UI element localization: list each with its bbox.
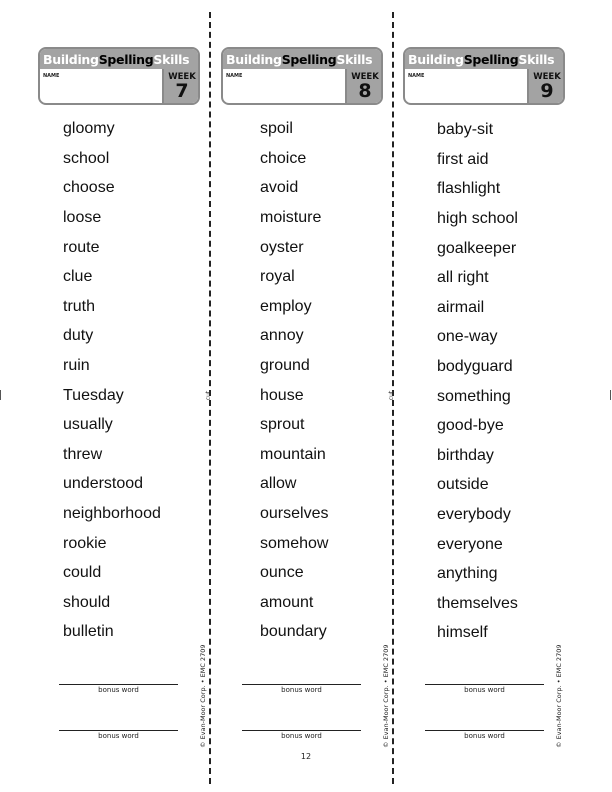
spelling-word: mountain: [260, 446, 326, 463]
bonus-word-line[interactable]: [59, 730, 178, 731]
spelling-word: allow: [260, 475, 297, 492]
week-label: WEEK: [351, 72, 379, 82]
spelling-word: flashlight: [437, 180, 501, 197]
spelling-word: Tuesday: [63, 387, 124, 404]
spelling-word: ounce: [260, 564, 304, 581]
copyright-text: © Evan-Moor Corp. • EMC 2709: [199, 644, 207, 748]
bonus-word-label: bonus word: [464, 686, 505, 694]
spelling-word: himself: [437, 624, 488, 641]
cut-label-left: cut: [205, 390, 213, 401]
spelling-word: amount: [260, 594, 314, 611]
spelling-word: anything: [437, 565, 498, 582]
spelling-word: rookie: [63, 535, 107, 552]
spelling-word: moisture: [260, 209, 322, 226]
spelling-word: first aid: [437, 151, 489, 168]
left-edge-mark: [0, 390, 1, 400]
spelling-word: goalkeeper: [437, 240, 517, 257]
spelling-word: royal: [260, 268, 295, 285]
bonus-word-line[interactable]: [425, 730, 544, 731]
bonus-word-line[interactable]: [59, 684, 178, 685]
week-box: [162, 69, 200, 105]
spelling-word: somehow: [260, 535, 329, 552]
brand-spelling: Spelling: [281, 51, 337, 67]
brand-spelling: Spelling: [98, 51, 154, 67]
bonus-word-label: bonus word: [98, 732, 139, 740]
week-label: WEEK: [168, 72, 196, 82]
cut-label-right: cut: [388, 390, 396, 401]
brand-building: Building: [226, 51, 282, 67]
spelling-word: usually: [63, 416, 113, 433]
spelling-word: spoil: [260, 120, 293, 137]
brand-spelling: Spelling: [463, 51, 519, 67]
brand-building: Building: [43, 51, 99, 67]
spelling-card-week-7: [38, 47, 200, 105]
brand-title: [223, 49, 381, 69]
brand-skills: Skills: [153, 51, 190, 67]
spelling-word: bodyguard: [437, 358, 513, 375]
week-label: WEEK: [533, 72, 561, 82]
spelling-word: route: [63, 239, 100, 256]
bonus-word-label: bonus word: [281, 686, 322, 694]
spelling-word: should: [63, 594, 111, 611]
spelling-word: school: [63, 150, 110, 167]
spelling-word: everybody: [437, 506, 511, 523]
spelling-word: oyster: [260, 239, 304, 256]
spelling-card-week-8: [221, 47, 383, 105]
spelling-word: choose: [63, 179, 115, 196]
spelling-word: employ: [260, 298, 312, 315]
spelling-word: good-bye: [437, 417, 504, 434]
spelling-word: truth: [63, 298, 96, 315]
spelling-word: bulletin: [63, 623, 114, 640]
name-label: NAME: [226, 73, 243, 79]
card-header: [221, 47, 383, 105]
brand-skills: Skills: [336, 51, 373, 67]
spelling-word: birthday: [437, 447, 494, 464]
spelling-word: avoid: [260, 179, 299, 196]
brand-title: [405, 49, 563, 69]
spelling-word: annoy: [260, 327, 304, 344]
spelling-word: something: [437, 388, 511, 405]
spelling-word: understood: [63, 475, 144, 492]
spelling-word: ground: [260, 357, 310, 374]
spelling-word: all right: [437, 269, 489, 286]
brand-building: Building: [408, 51, 464, 67]
copyright-text: © Evan-Moor Corp. • EMC 2709: [555, 644, 563, 748]
spelling-word: neighborhood: [63, 505, 161, 522]
bonus-word-label: bonus word: [98, 686, 139, 694]
card-header: [38, 47, 200, 105]
week-box: [527, 69, 565, 105]
right-edge-mark: [610, 390, 611, 400]
bonus-word-line[interactable]: [242, 684, 361, 685]
spelling-word: baby-sit: [437, 121, 494, 138]
spelling-word: clue: [63, 268, 93, 285]
spelling-card-week-9: [403, 47, 565, 105]
spelling-word: airmail: [437, 299, 485, 316]
name-label: NAME: [43, 73, 60, 79]
bonus-word-line[interactable]: [425, 684, 544, 685]
spelling-word: outside: [437, 476, 489, 493]
name-label: NAME: [408, 73, 425, 79]
spelling-word: boundary: [260, 623, 327, 640]
spelling-word: could: [63, 564, 102, 581]
week-number: 8: [358, 80, 372, 102]
spelling-word: choice: [260, 150, 307, 167]
week-box: [345, 69, 383, 105]
spelling-word: one-way: [437, 328, 498, 345]
copyright-text: © Evan-Moor Corp. • EMC 2709: [382, 644, 390, 748]
card-header: [403, 47, 565, 105]
brand-skills: Skills: [518, 51, 555, 67]
bonus-word-label: bonus word: [464, 732, 505, 740]
week-number: 9: [540, 80, 554, 102]
week-number: 7: [175, 80, 189, 102]
bonus-word-label: bonus word: [281, 732, 322, 740]
spelling-word: loose: [63, 209, 102, 226]
spelling-word: house: [260, 387, 304, 404]
spelling-word: threw: [63, 446, 103, 463]
spelling-word: ruin: [63, 357, 90, 374]
spelling-word: duty: [63, 327, 94, 344]
page-number: 12: [300, 752, 312, 761]
spelling-word: themselves: [437, 595, 518, 612]
spelling-word: everyone: [437, 536, 503, 553]
spelling-word: high school: [437, 210, 518, 227]
brand-title: [40, 49, 198, 69]
bonus-word-line[interactable]: [242, 730, 361, 731]
spelling-word: sprout: [260, 416, 305, 433]
spelling-word: gloomy: [63, 120, 115, 137]
spelling-word: ourselves: [260, 505, 329, 522]
